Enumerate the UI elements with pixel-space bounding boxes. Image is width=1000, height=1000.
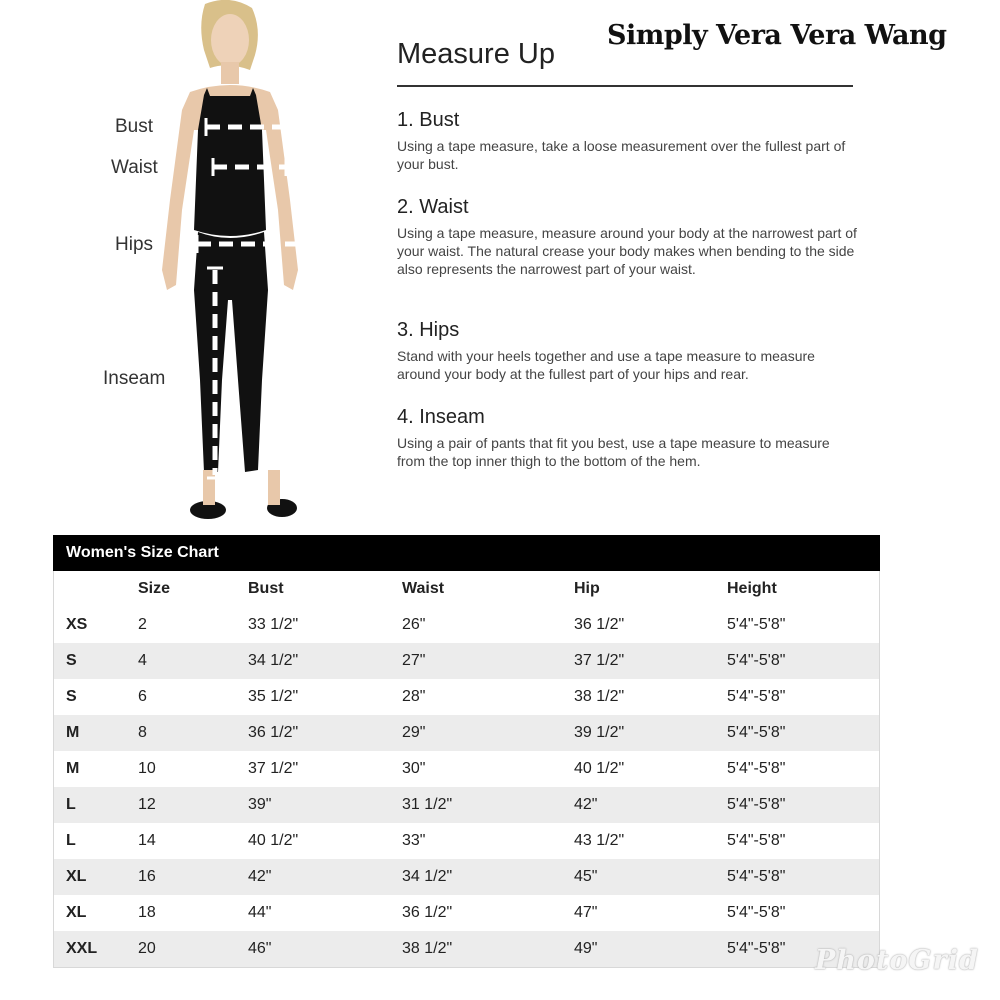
table-cell: 5'4"-5'8" bbox=[727, 724, 786, 741]
table-cell: 34 1/2" bbox=[402, 868, 453, 885]
table-row bbox=[54, 643, 879, 679]
section-title: 2. Waist bbox=[397, 196, 469, 218]
table-cell: 40 1/2" bbox=[248, 832, 299, 849]
table-cell: 5'4"-5'8" bbox=[727, 868, 786, 885]
table-cell: 5'4"-5'8" bbox=[727, 760, 786, 777]
model-figure bbox=[100, 0, 340, 525]
table-cell: 36 1/2" bbox=[574, 616, 625, 633]
section-bust bbox=[397, 109, 857, 173]
table-cell: 20 bbox=[138, 940, 156, 957]
hips-label: Hips bbox=[115, 234, 154, 255]
measure-up-title: Measure Up bbox=[397, 38, 555, 70]
size-label-cell: M bbox=[66, 760, 80, 777]
section-text: Using a pair of pants that fit you best, use a tape measure to measure from the top inner thigh to the bottom of the hem. bbox=[397, 435, 830, 469]
table-cell: 44" bbox=[248, 904, 272, 921]
size-label-cell: XS bbox=[66, 616, 88, 633]
table-cell: 34 1/2" bbox=[248, 652, 299, 669]
section-inseam bbox=[397, 406, 857, 470]
size-label-cell: XL bbox=[66, 868, 87, 885]
table-cell: 6 bbox=[138, 688, 147, 705]
table-row bbox=[54, 823, 879, 859]
table-cell: 49" bbox=[574, 940, 598, 957]
table-row bbox=[54, 715, 879, 751]
table-cell: 30" bbox=[402, 760, 426, 777]
table-cell: 5'4"-5'8" bbox=[727, 652, 786, 669]
column-header: Waist bbox=[402, 580, 445, 597]
section-text: Using a tape measure, take a loose measurement over the fullest part of your bust. bbox=[397, 138, 846, 172]
table-cell: 27" bbox=[402, 652, 426, 669]
size-chart bbox=[53, 535, 880, 968]
table-cell: 46" bbox=[248, 940, 272, 957]
table-cell: 5'4"-5'8" bbox=[727, 832, 786, 849]
table-row bbox=[54, 787, 879, 823]
table-cell: 10 bbox=[138, 760, 156, 777]
table-cell: 5'4"-5'8" bbox=[727, 616, 786, 633]
column-header: Height bbox=[727, 580, 777, 597]
table-cell: 36 1/2" bbox=[402, 904, 453, 921]
size-label-cell: L bbox=[66, 796, 76, 813]
size-chart-title: Women's Size Chart bbox=[53, 535, 880, 571]
table-cell: 43 1/2" bbox=[574, 832, 625, 849]
section-title: 4. Inseam bbox=[397, 406, 485, 428]
section-text: Using a tape measure, measure around your body at the narrowest part of your waist. The natural crease your body makes when bending to the side also represents the narrowest part of your waist. bbox=[397, 225, 857, 277]
table-cell: 28" bbox=[402, 688, 426, 705]
table-cell: 42" bbox=[248, 868, 272, 885]
column-header: Bust bbox=[248, 580, 284, 597]
size-label-cell: L bbox=[66, 832, 76, 849]
table-cell: 37 1/2" bbox=[248, 760, 299, 777]
table-cell: 39" bbox=[248, 796, 272, 813]
size-chart-table bbox=[53, 571, 880, 968]
table-cell: 33" bbox=[402, 832, 426, 849]
table-cell: 14 bbox=[138, 832, 156, 849]
section-title: 3. Hips bbox=[397, 319, 460, 341]
size-label-cell: S bbox=[66, 652, 77, 669]
table-cell: 26" bbox=[402, 616, 426, 633]
column-header: Size bbox=[138, 580, 171, 597]
table-row bbox=[54, 751, 879, 787]
table-cell: 5'4"-5'8" bbox=[727, 904, 786, 921]
table-row bbox=[54, 895, 879, 931]
table-row bbox=[54, 859, 879, 895]
table-cell: 31 1/2" bbox=[402, 796, 453, 813]
table-row bbox=[54, 679, 879, 715]
section-waist bbox=[397, 196, 857, 278]
table-cell: 33 1/2" bbox=[248, 616, 299, 633]
size-label-cell: XXL bbox=[66, 940, 98, 957]
size-label-cell: XL bbox=[66, 904, 87, 921]
table-rows bbox=[54, 607, 879, 967]
table-cell: 39 1/2" bbox=[574, 724, 625, 741]
table-cell: 36 1/2" bbox=[248, 724, 299, 741]
table-cell: 37 1/2" bbox=[574, 652, 625, 669]
table-cell: 42" bbox=[574, 796, 598, 813]
table-cell: 47" bbox=[574, 904, 598, 921]
size-label-cell: M bbox=[66, 724, 80, 741]
inseam-label: Inseam bbox=[103, 368, 166, 389]
table-row bbox=[54, 931, 879, 967]
column-header: Hip bbox=[574, 580, 600, 597]
table-cell: 8 bbox=[138, 724, 147, 741]
table-row bbox=[54, 607, 879, 643]
table-cell: 45" bbox=[574, 868, 598, 885]
section-text: Stand with your heels together and use a tape measure to measure around your body at the fullest part of your hips and rear. bbox=[397, 348, 815, 382]
section-title: 1. Bust bbox=[397, 109, 460, 131]
table-cell: 38 1/2" bbox=[574, 688, 625, 705]
table-cell: 38 1/2" bbox=[402, 940, 453, 957]
bust-label: Bust bbox=[115, 116, 154, 137]
table-cell: 4 bbox=[138, 652, 147, 669]
table-cell: 18 bbox=[138, 904, 156, 921]
brand-title: Simply Vera Vera Wang bbox=[607, 20, 947, 51]
table-cell: 40 1/2" bbox=[574, 760, 625, 777]
table-cell: 29" bbox=[402, 724, 426, 741]
table-header-row bbox=[54, 571, 879, 607]
photogrid-watermark: PhotoGrid bbox=[815, 945, 979, 976]
table-cell: 35 1/2" bbox=[248, 688, 299, 705]
table-cell: 5'4"-5'8" bbox=[727, 796, 786, 813]
table-cell: 5'4"-5'8" bbox=[727, 940, 786, 957]
model-silhouette bbox=[100, 0, 340, 525]
section-hips bbox=[397, 319, 857, 383]
waist-label: Waist bbox=[111, 157, 158, 178]
size-label-cell: S bbox=[66, 688, 77, 705]
table-cell: 2 bbox=[138, 616, 147, 633]
table-cell: 5'4"-5'8" bbox=[727, 688, 786, 705]
table-cell: 16 bbox=[138, 868, 156, 885]
table-cell: 12 bbox=[138, 796, 156, 813]
title-divider bbox=[397, 85, 853, 87]
